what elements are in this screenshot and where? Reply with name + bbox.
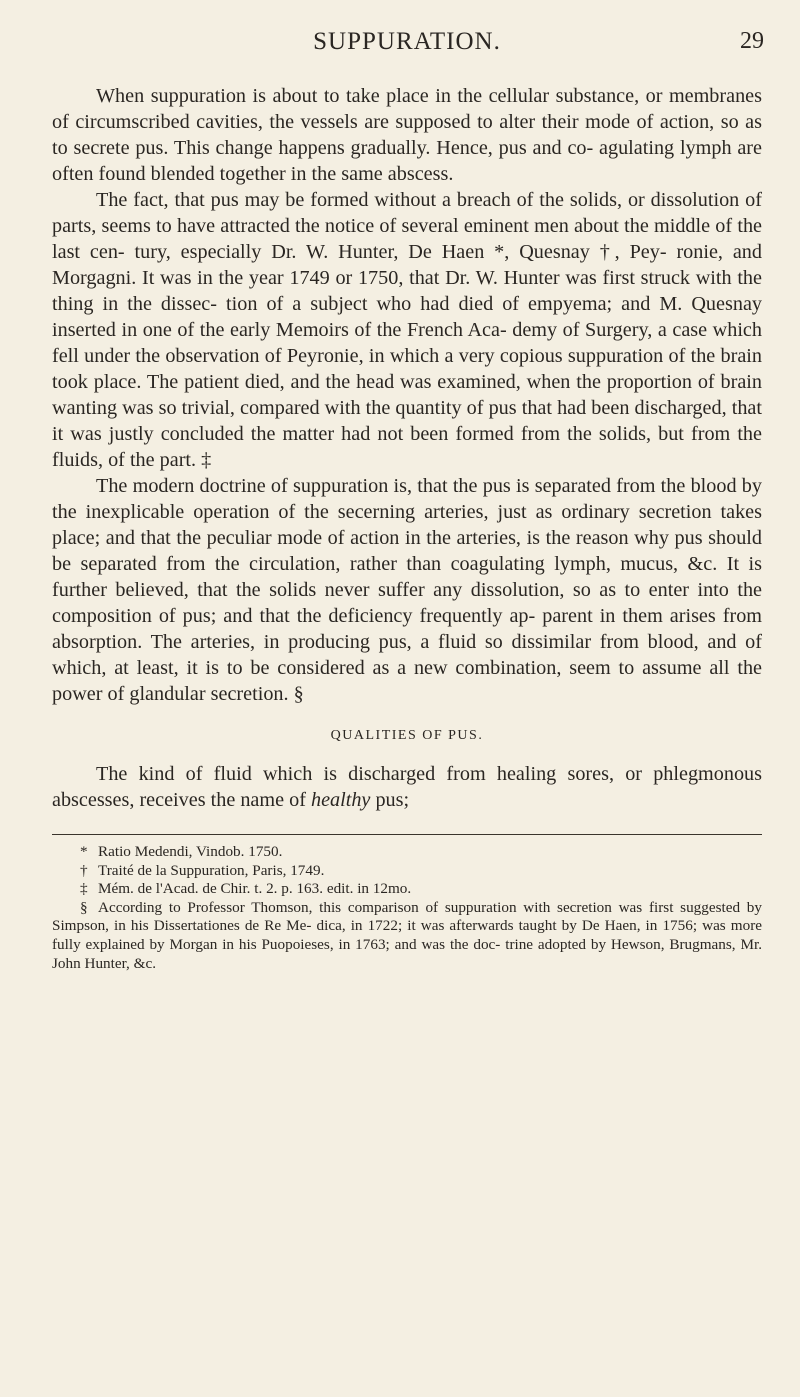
emphasis: healthy [310, 789, 371, 811]
running-head-title: SUPPURATION. [313, 28, 501, 55]
footnote-divider [52, 834, 762, 835]
running-head [52, 0, 762, 60]
footnote [52, 862, 762, 881]
footnote-text: According to Professor Thomson, this comparison of suppuration with secretion was first suggested by Simpson, in his Dissertationes de Re Me- dica, in 1722; it was afterwards taught by De Haen, in 1756; was more fully explained by Morgan in his Puopoieses, in 1763; and was the doc- trine adopted by Hewson, Brugmans, Mr. John Hunter, &c. [52, 898, 762, 972]
footnote-text: Traité de la Suppuration, Paris, 1749. [98, 861, 325, 879]
footnote-mark: § [80, 898, 88, 916]
footnote-mark: * [80, 843, 88, 860]
paragraph [52, 761, 762, 813]
book-page [52, 0, 762, 973]
paragraph: The modern doctrine of suppuration is, that the pus is separated from the blood by the inexplicable operation of the secerning arteries, just as ordinary secretion takes place; and that the peculiar mode of action in the arteries, is the reason why pus should be separated from the circulation, rather than coagulating lymph, mucus, &c. It is further believed, that the solids never suffer any dissolution, so as to enter into the composition of pus; and that the deficiency frequently ap- parent in them arises from absorption. The arteries, in producing pus, a fluid so dissimilar from blood, and of which, at least, it is to be considered as a new combination, seem to assume all the power of glandular secretion. § [52, 475, 762, 705]
body-text [52, 83, 762, 813]
paragraph-text: The kind of fluid which is discharged from healing sores, or phlegmonous abscesses, receives the name of [52, 763, 762, 811]
footnote-mark: † [80, 861, 88, 879]
footnote [52, 899, 762, 973]
footnote [52, 880, 762, 899]
footnote-text: Ratio Medendi, Vindob. 1750. [98, 843, 283, 860]
footnotes [52, 843, 762, 973]
paragraph: When suppuration is about to take place in the cellular substance, or membranes of circumscribed cavities, the vessels are supposed to alter their mode of action, so as to secrete pus. This change happens gradually. Hence, pus and co- agulating lymph are often found blended together in the same abscess. [52, 85, 762, 185]
footnote-text: Mém. de l'Acad. de Chir. t. 2. p. 163. edit. in 12mo. [98, 880, 412, 898]
paragraph: The fact, that pus may be formed without a breach of the solids, or dissolution of parts, seems to have attracted the notice of several eminent men about the middle of the last cen- tury, especially Dr. W. Hunter, De Haen *, Quesnay †, Pey- ronie, and Morgagni. It was in the year 1749 or 1750, that Dr. W. Hunter was first struck with the thing in the dissec- tion of a subject who had died of empyema; and M. Quesnay inserted in one of the early Memoirs of the French Aca- demy of Surgery, a case which fell under the observation of Peyronie, in which a very copious suppuration of the brain took place. The patient died, and the head was examined, when the proportion of brain wanting was so trivial, compared with the quantity of pus that had been discharged, that it was justly concluded the matter had not been formed from the solids, but from the fluids, of the part. ‡ [52, 189, 762, 471]
footnote [52, 843, 762, 862]
page-number: 29 [740, 28, 764, 54]
paragraph-text: pus; [370, 789, 410, 811]
section-heading: QUALITIES OF PUS. [330, 728, 484, 743]
footnote-mark: ‡ [80, 880, 88, 898]
